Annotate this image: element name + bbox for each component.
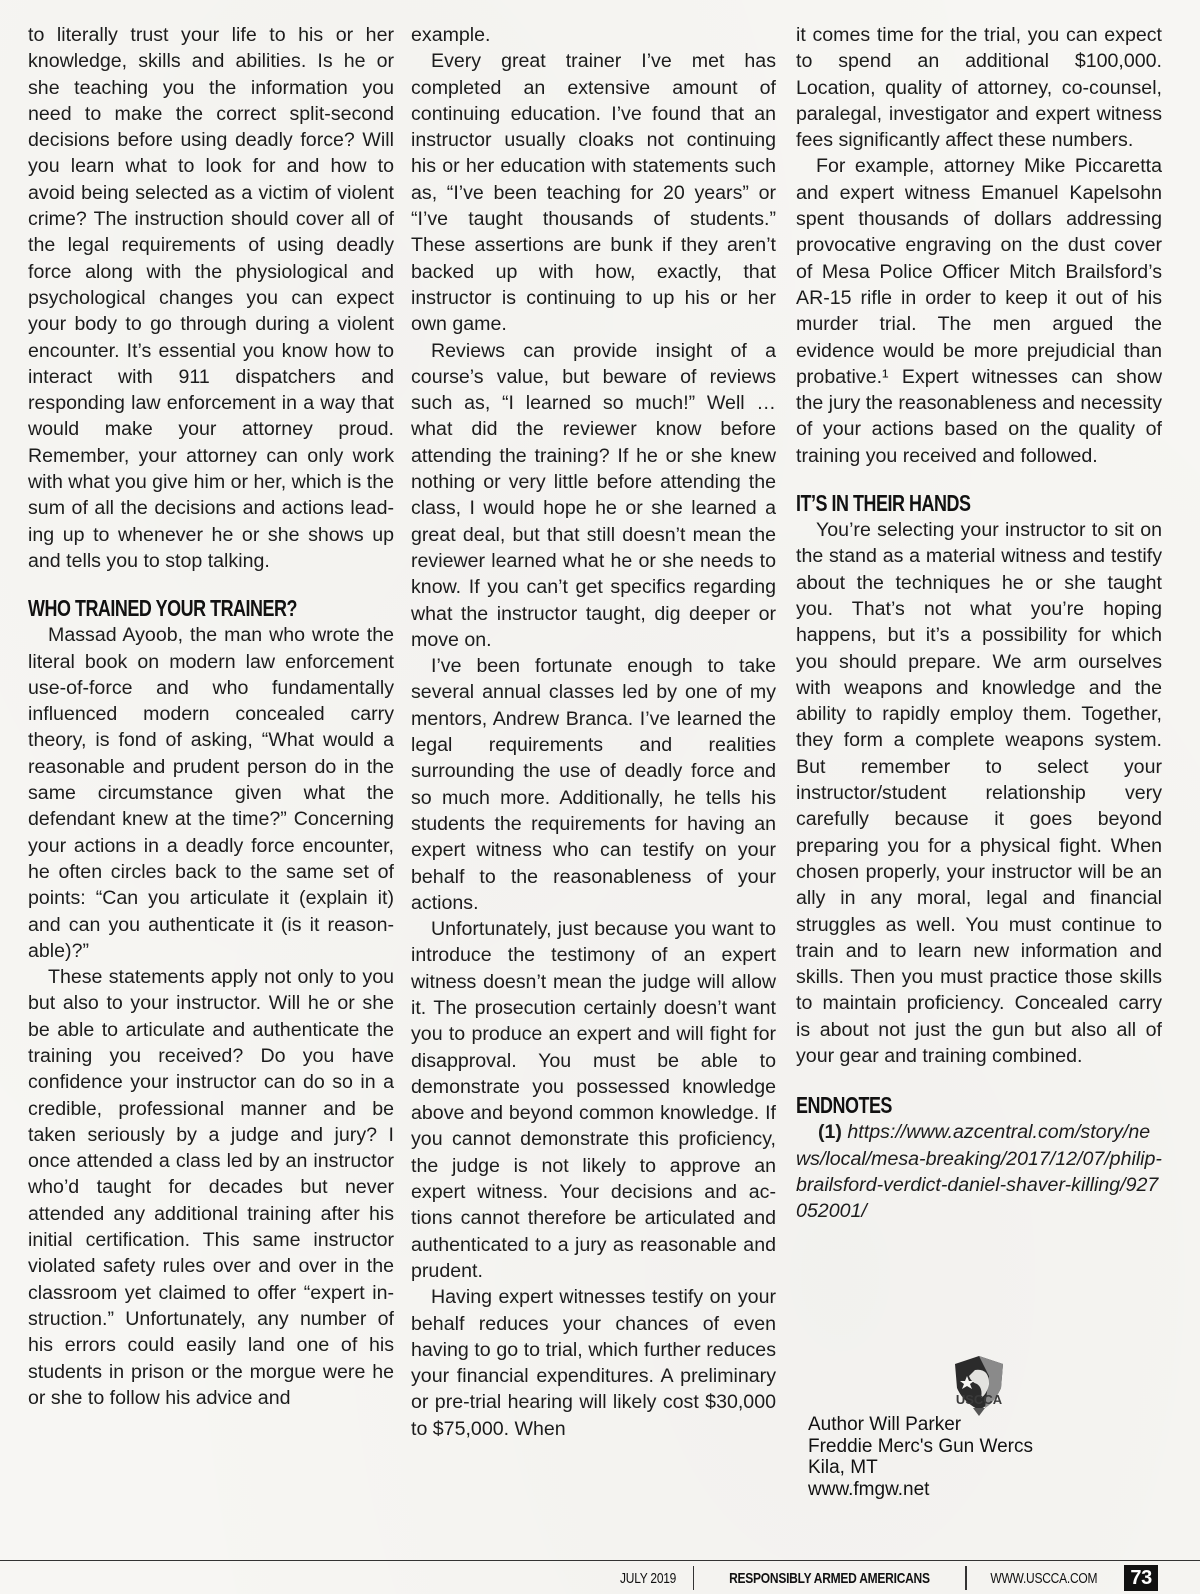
author-business: Freddie Merc's Gun Wercs (808, 1435, 1034, 1457)
uscca-shield-eagle-icon (945, 1354, 1013, 1418)
uscca-logo (945, 1354, 1013, 1418)
paragraph: These statements apply not only to you but also to your instructor. Will he or she be able to articulate and authenticate the training you received? Do you have confidence your instructor can do so in a credible, professional manner and be taken seriously by a judge and jury? I once attended a class led by an instructor who’d taught for decades but never attended any additional training after his initial certification. This same instructor violated safety rules over and over in the classroom yet claimed to offer “expert instruction.” Unfortunately, any number of his errors could easily land one of his students in prison or the morgue were he or she to follow his advice and (28, 966, 394, 1409)
page-footer (0, 1560, 1200, 1594)
paragraph: I’ve been fortunate enough to take several annual classes led by one of my mentors, Andrew Branca. I’ve learned the legal requirements and realities surrounding the use of deadly force and so much more. Additionally, he tells his students the requirements for having an expert witness who can testify on your behalf to the reasonableness of your actions. (411, 655, 776, 914)
section-heading-its-in-their-hands: IT’S IN THEIR HANDS (796, 490, 971, 517)
page-number: 73 (1124, 1565, 1158, 1591)
endnote-link[interactable]: https://www.azcentral.com/story/news/local/mesa-breaking/2017/12/07/philip-brailsford-verdict-daniel-shaver-killing/927052001/ (796, 1121, 1162, 1223)
paragraph: Having expert witnesses testify on your behalf reduces your chances of even having to go to trial, which further reduces your financial expenditures. A preliminary or pre-trial hearing will likely cost $30,000 to $75,000. When (411, 1286, 776, 1440)
paragraph: example. (411, 24, 491, 46)
paragraph: it comes time for the trial, you can expect to spend an additional $100,000. Location, quality of attorney, co-counsel, paralegal, investigator and expert witness fees significantly affect these numbers. (796, 24, 1162, 152)
paragraph: Reviews can provide insight of a course’s value, but beware of reviews such as, “I learned so much!” Well … what did the reviewer know before attending the training? If he or she knew nothing or very little before attending the class, I would hope he or she learned a great deal, but that still doesn’t mean the reviewer learned what he or she needs to know. If you can’t get specifics regarding what the instructor taught, dig deeper or move on. (411, 339, 776, 651)
svg-text:USCCA: USCCA (955, 1392, 1003, 1407)
endnote-1 (796, 1119, 1162, 1224)
footer-divider (965, 1566, 967, 1590)
column-1 (28, 22, 394, 1411)
paragraph: Unfortunately, just because you want to introduce the testimony of an expert witness doesn’t mean the judge will allow it. The prosecution certainly doesn’t want you to produce an expert and will fight for disapproval. You must be able to demonstrate you possessed knowledge above and beyond common knowledge. If you cannot demonstrate this proficiency, the judge is not likely to approve an expert witness. Your decisions and actions cannot therefore be articulated and authenticated to a jury as reasonable and prudent. (411, 918, 776, 1282)
paragraph: to literally trust your life to his or her knowledge, skills and abilities. Is he or she teaching you the information you need to make the correct split-second decisions before using deadly force? Will you learn what to look for and how to avoid being selected as a victim of violent crime? The instruction should cover all of the legal requirements of using deadly force along with the physiological and psychological changes you can expect your body to go through during a violent encounter. It’s essential you know how to interact with 911 dispatchers and responding law enforcement in a way that would make your attorney proud. Remember, your attorney can only work with what you give him or her, which is the sum of all the decisions and actions leading up to whenever he or she shows up and tells you to stop talking. (28, 24, 394, 572)
footer-website[interactable]: WWW.USCCA.COM (990, 1569, 1097, 1587)
paragraph: Massad Ayoob, the man who wrote the literal book on modern law enforcement use-of-force and who fundamentally influenced modern concealed carry theory, is fond of asking, “What would a reasonable and prudent person do in the same circumstance given what the defendant knew at the time?” Concerning your actions in a deadly force encounter, he often circles back to the same set of points: “Can you articulate it (explain it) and can you authenticate it (is it reasonable)?” (28, 624, 394, 962)
paragraph: For example, attorney Mike Piccaretta and expert witness Emanuel Kapelsohn spent thousands of dollars addressing provocative engraving on the dust cover of Mesa Police Officer Mitch Brailsford’s AR-15 rifle in order to keep it out of his murder trial. The men argued the evidence would be more prejudicial than probative.¹ Expert witnesses can show the jury the reasonableness and necessity of your actions based on the quality of training you received and followed. (796, 155, 1162, 467)
paragraph: Every great trainer I’ve met has completed an extensive amount of continuing education. I’ve found that an instructor usually cloaks not continuing his or her education with statements such as, “I’ve been teaching for 20 years” or “I’ve taught thousands of students.” These assertions are bunk if they aren’t backed up with how, exactly, that instructor is continuing to up his or her own game. (411, 50, 776, 336)
author-website[interactable]: www.fmgw.net (808, 1478, 930, 1500)
section-heading-who-trained-your-trainer: WHO TRAINED YOUR TRAINER? (28, 595, 298, 622)
column-3 (796, 22, 1162, 1224)
footer-divider (693, 1566, 695, 1590)
footer-issue-date: JULY 2019 (619, 1569, 676, 1587)
author-name: Author Will Parker (808, 1414, 962, 1435)
paragraph: You’re selecting your instructor to sit on the stand as a material witness and testify about the techniques he or she taught you. That’s not what you’re hoping happens, but it’s a possibility for which you should prepare. We arm ourselves with weapons and knowledge and the ability to rapidly employ them. Together, they form a complete weapons system. But remember to select your instructor/student relationship very carefully because it goes beyond preparing you for a physical fight. When chosen properly, your instructor will be an ally in any moral, legal and financial struggles as well. You must continue to train and to learn new information and skills. Then you must practice those skills to maintain proficiency. Concealed carry is about not just the gun but also all of your gear and training combined. (796, 519, 1162, 1067)
column-2 (411, 22, 776, 1442)
author-info (808, 1414, 1033, 1500)
footer-tagline: RESPONSIBLY ARMED AMERICANS (729, 1569, 931, 1587)
endnote-number: (1) (818, 1121, 842, 1144)
author-location: Kila, MT (808, 1457, 878, 1478)
section-heading-endnotes: ENDNOTES (796, 1092, 892, 1119)
